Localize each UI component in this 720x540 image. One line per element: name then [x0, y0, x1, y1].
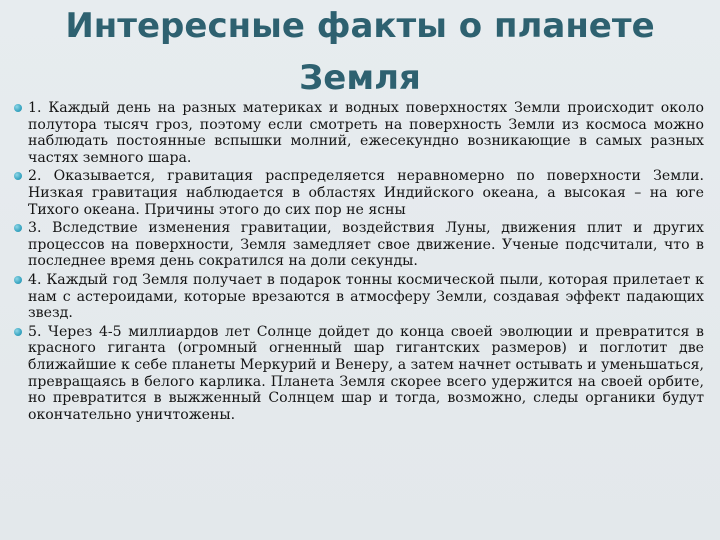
fact-item-1	[14, 100, 704, 166]
bullet-icon	[14, 328, 22, 336]
bullet-icon	[14, 104, 22, 112]
fact-list	[14, 100, 704, 425]
fact-item-5	[14, 324, 704, 424]
fact-text-1: 1. Каждый день на разных материках и водных поверхностях Земли происходит около полутора тысяч гроз, поэтому если смотреть на поверхность Земли из космоса можно наблюдать постоянные вспышки молний, ежесекундно возникающие в самых разных частях земного шара.	[28, 100, 704, 166]
fact-item-2	[14, 168, 704, 218]
fact-item-3	[14, 220, 704, 270]
fact-text-2: 2. Оказывается, гравитация распределяется неравномерно по поверхности Земли. Низкая гравитация наблюдается в областях Индийского океана, а высокая – на юге Тихого океана. Причины этого до сих пор не ясны	[28, 168, 704, 218]
slide-title: Интересные факты о планете Земля	[65, 6, 655, 98]
bullet-icon	[14, 224, 22, 232]
bullet-icon	[14, 172, 22, 180]
fact-text-5: 5. Через 4-5 миллиардов лет Солнце дойдет до конца своей эволюции и превратится в красного гиганта (огромный огненный шар гигантских размеров) и поглотит две ближайшие к себе планеты Меркурий и Венеру, а затем начнет остывать и уменьшаться, превращаясь в белого карлика. Планета Земля скорее всего удержится на своей орбите, но превратится в выжженный Солнцем шар и тогда, возможно, следы органики будут окончательно уничтожены.	[28, 323, 704, 423]
fact-text-4: 4. Каждый год Земля получает в подарок тонны космической пыли, которая прилетает к нам с астероидами, которые врезаются в атмосферу Земли, создавая эффект падающих звезд.	[28, 271, 704, 322]
fact-text-3: 3. Вследствие изменения гравитации, воздействия Луны, движения плит и других процессов на поверхности, Земля замедляет свое движение. Ученые подсчитали, что в последнее время день сократился на доли секунды.	[28, 220, 704, 270]
bullet-icon	[14, 276, 22, 284]
fact-item-4	[14, 272, 704, 322]
